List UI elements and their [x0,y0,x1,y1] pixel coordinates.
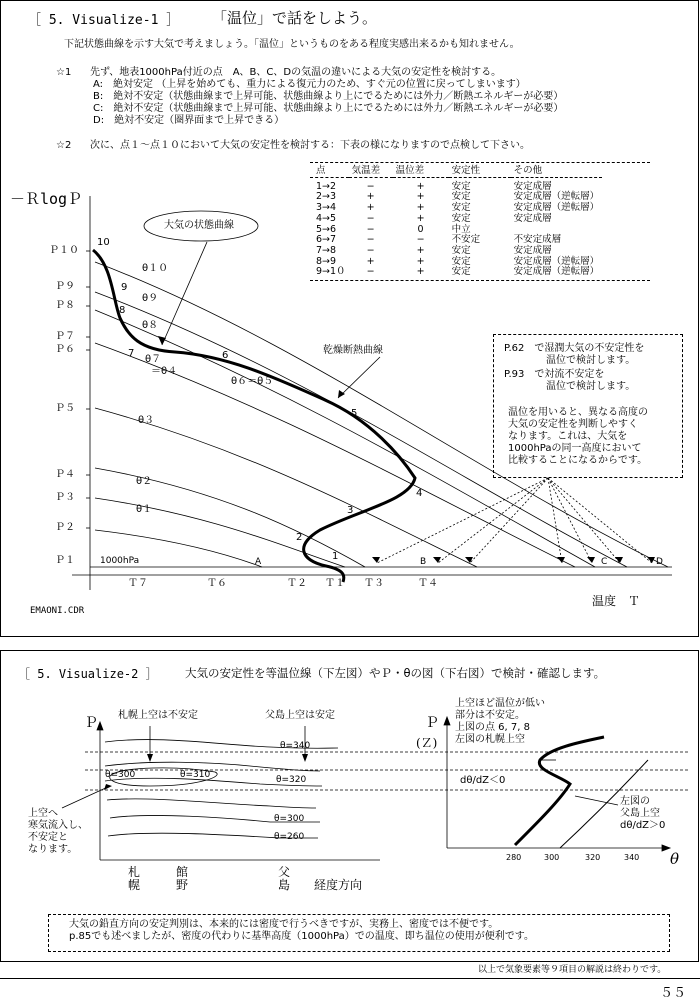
temp-label-t7: Ｔ７ [128,578,148,589]
right-side-note-1: 左図の [620,796,650,807]
stability-cell: + [366,202,375,214]
stability-cell: 3→4 [316,202,337,214]
temp-label-t2: Ｔ２ [287,578,307,589]
stability-cell: 安定成層（逆転層） [513,191,600,203]
cold-air-note [28,808,88,856]
point-label-9: 9 [121,282,128,293]
visualize-1-heading: ［ 5. Visualize-1 ］ [28,13,180,28]
callout-para-4: 1000hPaの同一高度において [508,443,642,454]
stability-cell: 安定成層 [513,244,552,256]
x-axis-label: 温度 Ｔ [592,594,641,608]
stability-cell: 7→8 [316,244,337,256]
cold-air-note-4: なります。 [28,844,78,855]
theta-tick-280: 280 [506,853,522,862]
pressure-label-p2: Ｐ２ [55,522,75,533]
col-theta-diff: 温位差 [395,165,425,176]
stability-cell: − [366,234,375,246]
density-note-line2: p.85でも述べましたが、密度の代わりに基準高度（1000hPa）での温度、即ち温位の使用が便利です。 [69,931,534,942]
dtheta-negative-label: dθ/dZ＜0 [460,775,506,786]
theta9-label: θ９ [142,293,159,304]
isentrope-label-310: θ=310 [180,770,211,780]
stability-cell: 2→3 [316,191,337,203]
note1-item-a: A: 絶対安定 （上昇を始めても、重力による復元力のため、すぐ元の位置に戻ってしまいます） [93,79,526,90]
place-sapporo: 札 幌 [128,865,153,892]
stability-cell: 9→1０ [316,266,346,278]
stability-cell: + [416,266,425,278]
stability-cell: 安定 [451,212,471,224]
point-label-5: 5 [351,408,358,419]
stability-cell: + [416,180,425,192]
stability-cell: + [416,244,425,256]
callout-para-1: 温位を用いると、異なる高度の [508,407,648,418]
callout-para-5: 比較することになるからです。 [508,455,648,466]
left-y-label: Ｐ [84,715,98,731]
stability-cell: − [366,212,375,224]
pressure-label-p9: Ｐ９ [55,281,75,292]
stability-cell: 不安定成層 [513,234,562,246]
callout-para-2: 大気の安定性を判断しやすく [508,419,638,430]
pressure-label-p8: Ｐ８ [55,300,75,311]
stability-cell: 0 [417,223,424,235]
col-point: 点 [316,165,326,176]
right-x-label: θ [670,850,680,868]
right-top-note-3: 上図の点 6, 7, 8 [455,722,530,733]
stability-cell: 4→5 [316,212,337,224]
right-y-unit: (Ｚ) [416,736,438,750]
stability-cell: − [366,244,375,256]
stability-cell: + [416,202,425,214]
theta10-label: θ１０ [142,263,169,274]
stability-cell: 安定 [451,244,471,256]
stability-cell: − [366,266,375,278]
pressure-label-p6: Ｐ６ [55,344,75,355]
stability-cell: 安定 [451,202,471,214]
theta8-label: θ８ [142,320,159,331]
state-curve-label: 大気の状態曲線 [164,220,234,231]
stability-cell: 安定成層（逆転層） [513,255,600,267]
point-d-label: D [656,557,663,567]
stability-cell: + [416,212,425,224]
right-side-note [620,796,665,832]
stability-cell: 安定 [451,191,471,203]
point-label-7: 7 [128,348,135,359]
point-c-label: C [601,557,608,567]
callout-line3: P.93 で対流不安定を [504,369,605,380]
closing-text: 以上で気象要素等９項目の解説は終わりです。 [478,965,667,975]
stability-cell: − [366,180,375,192]
left-x-label: 経度方向 [314,878,363,892]
pressure-label-p4: Ｐ４ [55,469,75,480]
isentrope-label-260: θ=260 [274,832,305,842]
chichijima-top-label: 父島上空は安定 [265,710,335,721]
callout-line4: 温位で検討します。 [546,381,636,392]
stability-cell: + [416,255,425,267]
intro-text: 下記状態曲線を示す大気で考えましょう。「温位」というものをある程度実感出来るかも知れません。 [64,39,520,50]
note1-marker: ☆1 [56,67,72,78]
density-note-line1: 大気の鉛直方向の安定判別は、本来的には密度で行うべきですが、実務上、密度では不便です。 [69,919,499,930]
theta4-label: ＝θ４ [151,366,178,377]
pressure-label-p10: Ｐ１０ [49,245,79,256]
point-a-label: A [255,557,262,567]
point-label-8: 8 [119,305,126,316]
cold-air-note-2: 寒気流入し、 [28,820,88,831]
point-label-3: 3 [347,505,354,516]
page-number: ５５ [660,986,687,1001]
theta1-label: θ１ [136,504,153,515]
visualize-2-title: 大気の安定性を等温位線（下左図）やＰ・θの図（下右図）で検討・確認します。 [185,666,606,680]
stability-cell: 安定成層（逆転層） [513,266,600,278]
note1-item-c: C: 絶対不安定（状態曲線まで上昇可能、状態曲線より上にでるためには外力／断熱エネルギーが必要） [93,103,564,114]
stability-cell: 1→2 [316,180,337,192]
pressure-label-p7: Ｐ７ [55,331,75,342]
callout-para-3: なります。これは、大気を [508,431,628,442]
pressure-label-p3: Ｐ３ [55,492,75,503]
stability-cell: 6→7 [316,234,337,246]
cold-air-note-1: 上空へ [28,808,58,819]
point-label-10: 10 [97,237,110,248]
point-label-2: 2 [296,532,303,543]
theta-tick-320: 320 [585,853,601,862]
note1-lead: 先ず、地表1000hPa付近の点 A、B、C、Dの気温の違いによる大気の安定性を検討する。 [90,67,502,78]
stability-cell: 安定成層 [513,180,552,192]
stability-cell: 8→9 [316,255,337,267]
pressure-label-p5: Ｐ５ [55,403,75,414]
stability-cell: + [366,191,375,203]
cold-air-note-3: 不安定と [28,832,68,843]
place-tateno: 館 野 [176,865,201,892]
stability-cell: 安定成層 [513,212,552,224]
right-y-label: Ｐ [425,715,439,731]
col-other: その他 [513,165,543,176]
dry-adiabat-label: 乾燥断熱曲線 [323,345,383,356]
point-label-4: 4 [416,488,423,499]
file-name: EMAONI.CDR [30,606,85,616]
stability-cell: + [416,191,425,203]
right-top-note-2: 部分は不安定。 [455,710,525,721]
stability-cell: 中立 [451,223,471,235]
isentrope-label-340: θ=340 [280,741,311,751]
temp-label-t1: Ｔ１ [325,578,345,589]
right-top-note-1: 上空ほど温位が低い [455,698,545,709]
callout-line2: 温位で検討します。 [546,355,636,366]
point-label-1: 1 [332,551,339,562]
y-axis-label: －ＲlogＰ [10,190,83,208]
right-top-note-4: 左図の札幌上空 [455,734,525,745]
sapporo-top-label: 札幌上空は不安定 [118,710,198,721]
right-side-note-3: dθ/dZ＞0 [620,820,666,831]
right-side-note-2: 父島上空 [620,808,660,819]
callout-line1: P.62 で湿潤大気の不安定性を [504,343,645,354]
col-stability: 安定性 [451,165,481,176]
theta2-label: θ２ [136,476,153,487]
p1-value: 1000hPa [100,556,140,566]
stability-cell: 5→6 [316,223,337,235]
note2-text: 次に、点１～点１０において大気の安定性を検討する：下表の様になりますので点検して下さい。 [90,140,530,151]
theta7-label: θ７ [145,354,162,365]
stability-cell: − [366,223,375,235]
stability-cell: 不安定 [451,234,481,246]
point-label-6: 6 [222,350,229,361]
theta-tick-340: 340 [624,853,640,862]
place-chichijima: 父 島 [278,865,303,892]
isentrope-label-320: θ=320 [276,775,307,785]
note1-item-b: B: 絶対不安定（状態曲線まで上昇可能、状態曲線より上にでるためには外力／断熱エネルギーが必要） [93,91,564,102]
right-top-note [455,698,545,746]
stability-cell: 安定成層（逆転層） [513,202,600,214]
pressure-label-p1: Ｐ１ [55,555,75,566]
stability-cell: 安定 [451,180,471,192]
temp-label-t3: Ｔ３ [364,578,384,589]
isentrope-label-300b: θ=300 [274,814,305,824]
theta6-theta5-label: θ６＝θ５ [231,376,274,387]
note1-item-d: D: 絶対不安定（圏界面まで上昇できる） [93,115,285,126]
right-theta-curve [515,737,604,845]
col-temp-diff: 気温差 [351,165,381,176]
footer-rule [0,978,700,979]
visualize-1-title: 「温位」で話をしよう。 [212,9,378,27]
temp-label-t6: Ｔ６ [207,578,227,589]
density-note-box [48,914,670,952]
stability-cell: − [416,234,425,246]
stability-cell: + [366,255,375,267]
stability-cell: 安定 [451,255,471,267]
stability-cell: 安定 [451,266,471,278]
temp-label-t4: Ｔ４ [418,578,438,589]
theta-tick-300: 300 [544,853,560,862]
point-b-label: B [420,557,427,567]
note2-marker: ☆2 [56,140,72,151]
theta3-label: θ３ [138,415,155,426]
visualize-2-heading: ［ 5. Visualize-2 ］ [18,667,158,681]
isentrope-label-300a: θ=300 [105,770,136,780]
